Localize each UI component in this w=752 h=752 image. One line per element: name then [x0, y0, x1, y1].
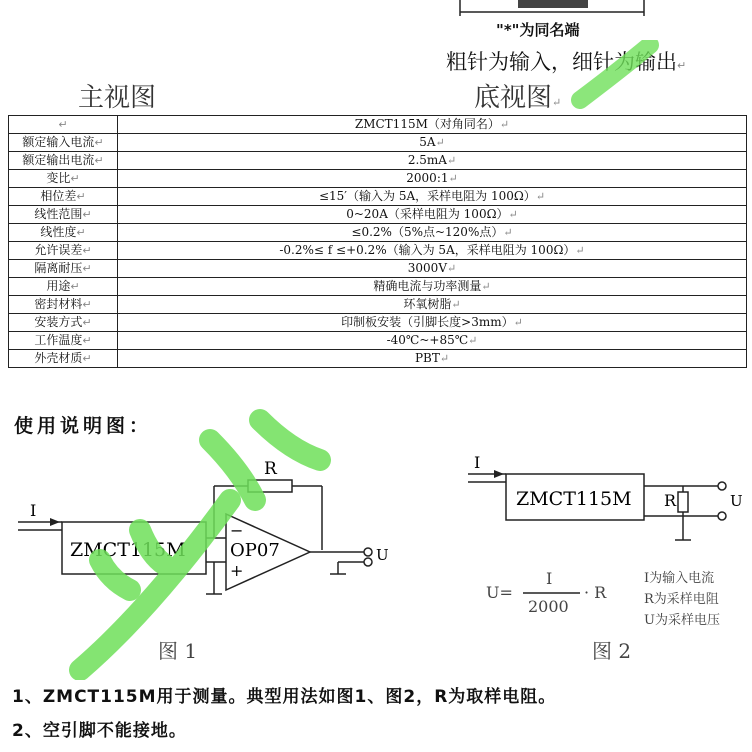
spec-label: 额定输出电流↵	[9, 152, 118, 170]
formula-left: U=	[486, 583, 513, 602]
fig1-minus-label: −	[230, 521, 244, 540]
spec-value: 精确电流与功率测量↵	[118, 278, 747, 296]
spec-value: 5A↵	[118, 134, 747, 152]
formula-numerator: I	[546, 569, 553, 588]
table-row	[9, 332, 747, 350]
table-row	[9, 278, 747, 296]
spec-label: 线性范围↵	[9, 206, 118, 224]
fig2-input-label: I	[474, 453, 481, 472]
table-row	[9, 188, 747, 206]
spec-value: ≤0.2%（5%点~120%点）↵	[118, 224, 747, 242]
spec-label: 安装方式↵	[9, 314, 118, 332]
main-view-label: 主视图	[78, 83, 157, 113]
same-name-end-note: "*"为同名端	[496, 21, 580, 39]
spec-value: ≤15′（输入为 5A，采样电阻为 100Ω）↵	[118, 188, 747, 206]
spec-label: 外壳材质↵	[9, 350, 118, 368]
legend-line-3: U为采样电压	[644, 613, 720, 628]
fig2-resistor-label: R	[664, 491, 677, 510]
fig1-input-label: I	[30, 501, 37, 520]
table-row	[9, 296, 747, 314]
fig1-opamp-label: OP07	[230, 540, 280, 561]
usage-title: 使用说明图：	[14, 415, 153, 437]
spec-label: 额定输入电流↵	[9, 134, 118, 152]
spec-label: 线性度↵	[9, 224, 118, 242]
usage-note-2: 2、空引脚不能接地。	[12, 721, 187, 741]
spec-label: 隔离耐压↵	[9, 260, 118, 278]
table-row	[9, 170, 747, 188]
spec-label: 用途↵	[9, 278, 118, 296]
spec-value: -0.2%≤ f ≤+0.2%（输入为 5A，采样电阻为 100Ω）↵	[118, 242, 747, 260]
fig2-device-label: ZMCT115M	[516, 488, 632, 510]
spec-label: 变比↵	[9, 170, 118, 188]
fig2-output-label: U	[730, 492, 743, 510]
table-row	[9, 206, 747, 224]
table-header-row	[9, 116, 747, 134]
table-row	[9, 260, 747, 278]
fig1-resistor-label: R	[264, 459, 277, 479]
table-row	[9, 314, 747, 332]
bottom-view-label: 底视图↵	[474, 83, 562, 113]
spec-label: 允许误差↵	[9, 242, 118, 260]
usage-diagrams	[0, 440, 752, 670]
table-row	[9, 350, 747, 368]
pin-description: 粗针为输入，细针为输出↵	[446, 50, 687, 74]
table-row	[9, 242, 747, 260]
spec-value: 环氧树脂↵	[118, 296, 747, 314]
table-row	[9, 224, 747, 242]
legend-line-2: R为采样电阻	[644, 592, 719, 607]
spec-value: 3000V↵	[118, 260, 747, 278]
fig1-caption: 图 1	[158, 639, 198, 663]
spec-value: PBT↵	[118, 350, 747, 368]
fig2-caption: 图 2	[592, 639, 632, 663]
spec-value: 印制板安装（引脚长度>3mm）↵	[118, 314, 747, 332]
spec-table	[8, 115, 747, 368]
fig1-output-label: U	[376, 546, 389, 564]
legend-line-1: I为输入电流	[644, 571, 715, 586]
formula-right: · R	[584, 583, 607, 602]
fig1-device-label: ZMCT115M	[70, 539, 186, 561]
table-row	[9, 152, 747, 170]
spec-value: -40℃~+85℃↵	[118, 332, 747, 350]
spec-value: 0~20A（采样电阻为 100Ω）↵	[118, 206, 747, 224]
usage-note-1: 1、ZMCT115M用于测量。典型用法如图1、图2，R为取样电阻。	[12, 687, 557, 707]
formula-denominator: 2000	[528, 597, 569, 616]
fig1-plus-label: +	[230, 561, 244, 580]
spec-value: 2.5mA↵	[118, 152, 747, 170]
table-header-cell: ZMCT115M（对角同名）↵	[118, 116, 747, 134]
table-corner-cell: ↵	[9, 116, 118, 134]
table-row	[9, 134, 747, 152]
spec-value: 2000:1↵	[118, 170, 747, 188]
spec-label: 相位差↵	[9, 188, 118, 206]
spec-label: 工作温度↵	[9, 332, 118, 350]
figure-1	[18, 480, 372, 594]
spec-label: 密封材料↵	[9, 296, 118, 314]
